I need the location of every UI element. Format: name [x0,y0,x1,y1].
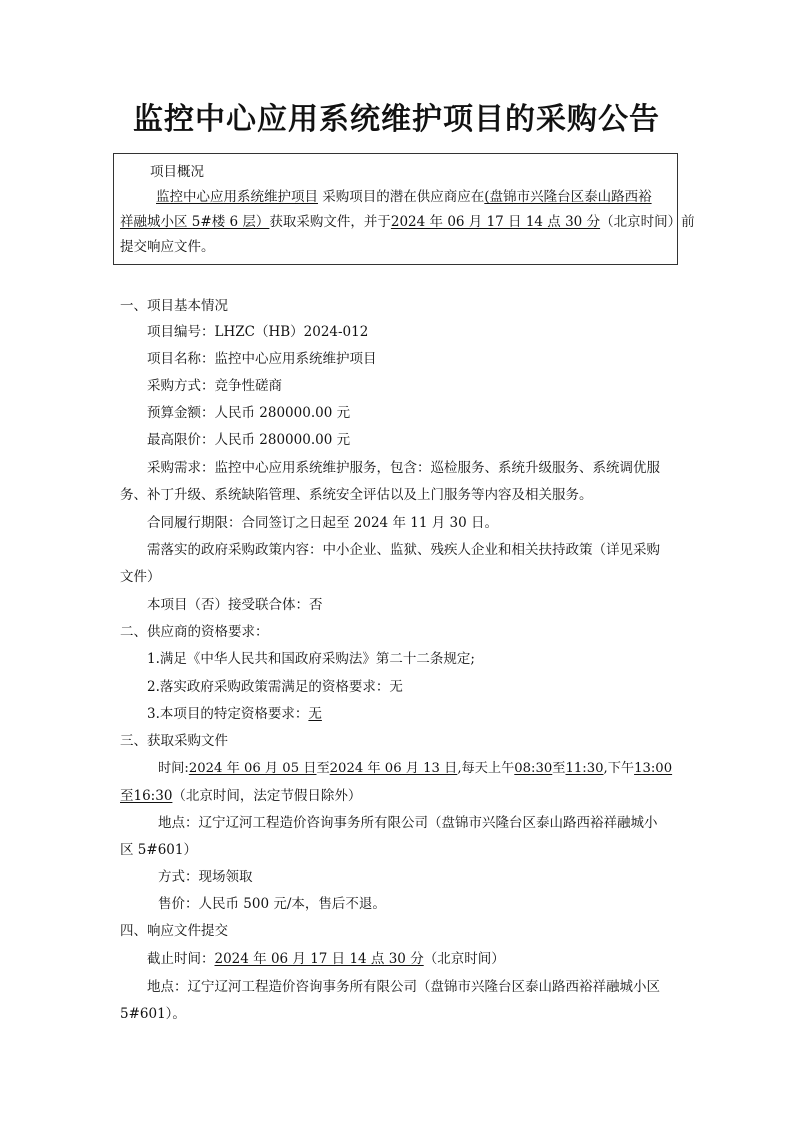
overview-place: (盘锦市兴隆台区泰山路西裕 [484,189,652,205]
qualification-1: 1.满足《中华人民共和国政府采购法》第二十二条规定; [147,651,475,667]
qualification-2: 2.落实政府采购政策需满足的资格要求：无 [147,679,403,695]
overview-line-1 [156,185,671,205]
overview-text-1: 采购项目的潜在供应商应在 [322,189,485,205]
acquire-am-start: 08:30 [514,761,553,776]
overview-deadline: 2024 年 06 月 17 日 14 点 30 分 [390,214,601,230]
acquire-to-3: 至 [120,788,134,804]
acquire-time-label: 时间: [158,761,189,776]
acquire-am-end: 11:30 [565,761,604,776]
project-overview-box [113,153,695,265]
submission-location-2: 5#601）。 [120,1006,186,1022]
overview-project: 监控中心应用系统维护项目 [156,189,318,205]
overview-line-2 [120,210,695,230]
acquire-to-2: 至 [552,761,566,776]
section-4-heading: 四、响应文件提交 [120,923,228,939]
acquire-time-line-2 [120,784,361,804]
overview-place-2: 祥融城小区 5#楼 6 层） [120,214,270,230]
qualification-3-value: 无 [308,706,322,722]
submission-deadline-label: 截止时间： [147,951,215,967]
acquire-to-1: 至 [316,761,330,776]
acquire-pm-end: 16:30 [133,788,173,804]
section-1-heading: 一、项目基本情况 [120,298,228,314]
acquire-mode: 方式：现场领取 [158,869,253,885]
joint-venture: 本项目（否）接受联合体：否 [147,597,323,613]
project-number: 项目编号：LHZC（HB）2024-012 [147,324,369,340]
acquire-pm-start: 13:00 [634,761,673,776]
qualification-3 [147,702,322,722]
policy-line-2: 文件） [120,569,161,585]
acquire-end-date: 2024 年 06 月 13 日 [329,761,458,776]
budget-amount: 预算金额：人民币 280000.00 元 [147,405,351,421]
section-2-heading: 二、供应商的资格要求： [120,624,269,640]
submission-location-1: 地点：辽宁辽河工程造价咨询事务所有限公司（盘锦市兴隆台区泰山路西裕祥融城小区 [147,979,660,995]
overview-text-2: 获取采购文件，并于 [269,214,391,230]
acquire-time-line [158,757,672,776]
acquire-start-date: 2024 年 06 月 05 日 [188,761,317,776]
overview-text-3: （北京时间）前 [600,214,695,230]
overview-line-3: 提交响应文件。 [120,239,215,255]
requirements-line-1: 采购需求：监控中心应用系统维护服务，包含：巡检服务、系统升级服务、系统调优服 [147,460,660,476]
project-name: 项目名称：监控中心应用系统维护项目 [147,351,377,367]
acquire-note: （北京时间，法定节假日除外） [172,788,362,804]
overview-heading: 项目概况 [150,164,204,180]
requirements-line-2: 务、补丁升级、系统缺陷管理、系统安全评估以及上门服务等内容及相关服务。 [120,487,593,503]
document-price: 售价：人民币 500 元/本，售后不退。 [158,896,386,912]
page-title: 监控中心应用系统维护项目的采购公告 [133,102,660,137]
section-3-heading: 三、获取采购文件 [120,733,228,749]
acquire-pm-label: ,下午 [603,761,635,776]
contract-period: 合同履行期限：合同签订之日起至 2024 年 11 月 30 日。 [147,515,498,531]
acquire-daily-label: ,每天上午 [457,761,515,776]
submission-deadline [147,947,505,967]
procurement-method: 采购方式：竞争性磋商 [147,378,282,394]
acquire-location-1: 地点：辽宁辽河工程造价咨询事务所有限公司（盘锦市兴隆台区泰山路西裕祥融城小 [158,815,658,831]
submission-timezone: （北京时间） [423,951,505,967]
qualification-3-label: 3.本项目的特定资格要求： [147,706,309,722]
submission-deadline-value: 2024 年 06 月 17 日 14 点 30 分 [214,951,424,967]
acquire-location-2: 区 5#601） [120,842,197,858]
max-price: 最高限价：人民币 280000.00 元 [147,432,351,448]
policy-line-1: 需落实的政府采购政策内容：中小企业、监狱、残疾人企业和相关扶持政策（详见采购 [147,542,660,558]
